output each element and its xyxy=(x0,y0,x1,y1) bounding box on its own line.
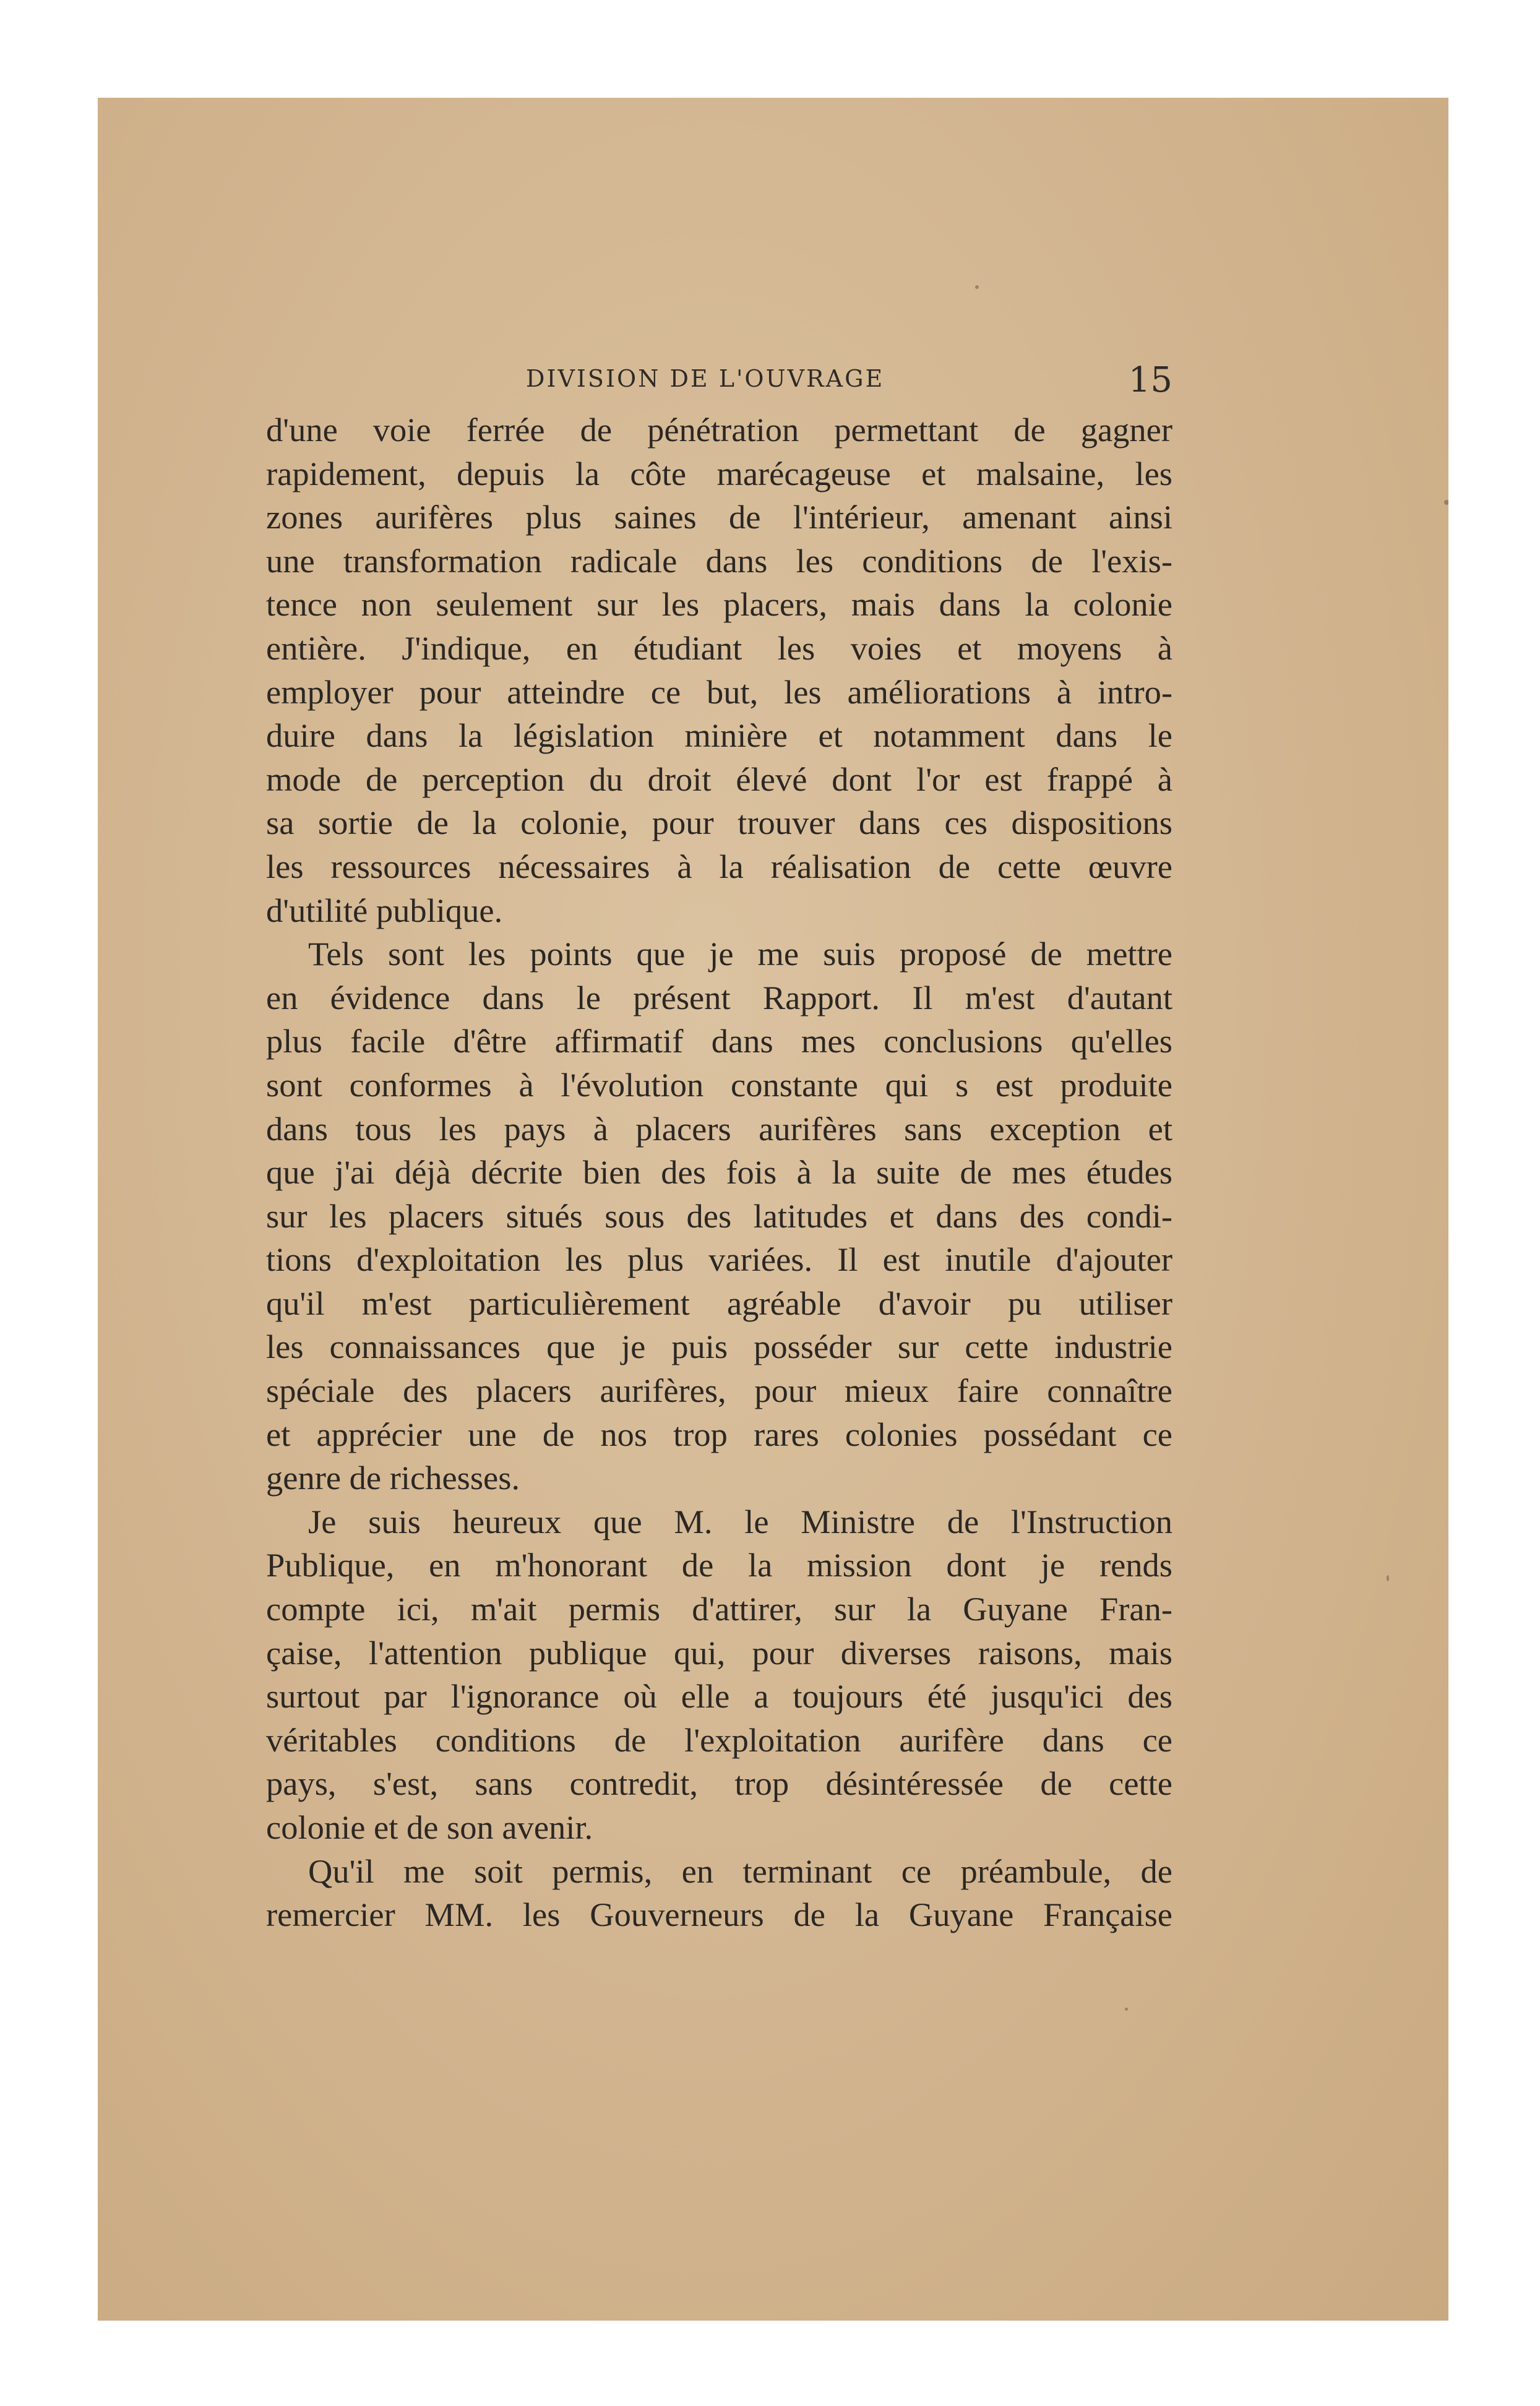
text-line: surtout par l'ignorance où elle a toujours été jusqu'ici des xyxy=(266,1677,1172,1716)
paragraph xyxy=(266,408,1172,932)
text-line: duire dans la législation minière et notamment dans le xyxy=(266,716,1172,755)
text-line: zones aurifères plus saines de l'intérieur, amenant ainsi xyxy=(266,498,1172,536)
text-line: çaise, l'attention publique qui, pour diverses raisons, mais xyxy=(266,1633,1172,1672)
running-title: DIVISION DE L'OUVRAGE xyxy=(526,365,885,392)
text-line: plus facile d'être affirmatif dans mes conclusions qu'elles xyxy=(266,1022,1172,1060)
text-line: sont conformes à l'évolution constante qui s est produite xyxy=(266,1065,1172,1104)
text-line: sur les placers situés sous des latitudes et dans des condi- xyxy=(266,1197,1172,1235)
text-line: les ressources nécessaires à la réalisation de cette œuvre xyxy=(266,847,1172,885)
text-line: tions d'exploitation les plus variées. Il est inutile d'ajouter xyxy=(266,1240,1172,1279)
text-line: Tels sont les points que je me suis proposé de mettre xyxy=(308,935,1172,973)
body-text xyxy=(266,408,1172,1937)
text-line: genre de richesses. xyxy=(266,1459,520,1497)
text-line: entière. J'indique, en étudiant les voies et moyens à xyxy=(266,629,1172,667)
page-number: 15 xyxy=(1128,360,1172,400)
paper-speck xyxy=(975,285,979,289)
text-line: remercier MM. les Gouverneurs de la Guyane Française xyxy=(266,1896,1172,1934)
paper-speck xyxy=(1387,1575,1389,1581)
text-line: les connaissances que je puis posséder sur cette industrie xyxy=(266,1328,1172,1366)
text-line: Je suis heureux que M. le Ministre de l'Instruction xyxy=(308,1502,1172,1540)
text-line: véritables conditions de l'exploitation aurifère dans ce xyxy=(266,1721,1172,1759)
text-line: colonie et de son avenir. xyxy=(266,1808,593,1846)
text-line: pays, s'est, sans contredit, trop désintéressée de cette xyxy=(266,1764,1172,1803)
paragraph xyxy=(266,932,1172,1500)
text-line: que j'ai déjà décrite bien des fois à la suite de mes études xyxy=(266,1153,1172,1192)
text-line: d'une voie ferrée de pénétration permettant de gagner xyxy=(266,411,1172,449)
text-line: en évidence dans le présent Rapport. Il m'est d'autant xyxy=(266,978,1172,1016)
text-line: et apprécier une de nos trop rares colonies possédant ce xyxy=(266,1415,1172,1453)
text-line: Publique, en m'honorant de la mission dont je rends xyxy=(266,1546,1172,1584)
text-line: d'utilité publique. xyxy=(266,891,503,929)
paragraph xyxy=(266,1850,1172,1937)
text-line: tence non seulement sur les placers, mais dans la colonie xyxy=(266,585,1172,624)
paragraph xyxy=(266,1500,1172,1850)
text-line: employer pour atteindre ce but, les améliorations à intro- xyxy=(266,672,1172,711)
text-line: Qu'il me soit permis, en terminant ce préambule, de xyxy=(308,1852,1172,1890)
text-line: dans tous les pays à placers aurifères sans exception et xyxy=(266,1109,1172,1148)
text-line: rapidement, depuis la côte marécageuse et malsaine, les xyxy=(266,454,1172,492)
text-line: une transformation radicale dans les conditions de l'exis- xyxy=(266,541,1172,580)
paper-speck xyxy=(1125,2008,1128,2011)
text-line: sa sortie de la colonie, pour trouver dans ces dispositions xyxy=(266,804,1172,842)
text-line: compte ici, m'ait permis d'attirer, sur la Guyane Fran- xyxy=(266,1590,1172,1628)
paper-speck xyxy=(1444,500,1448,505)
text-line: spéciale des placers aurifères, pour mieux faire connaître xyxy=(266,1372,1172,1410)
page-header xyxy=(266,360,1172,402)
text-line: qu'il m'est particulièrement agréable d'avoir pu utiliser xyxy=(266,1284,1172,1322)
text-line: mode de perception du droit élevé dont l'or est frappé à xyxy=(266,760,1172,798)
